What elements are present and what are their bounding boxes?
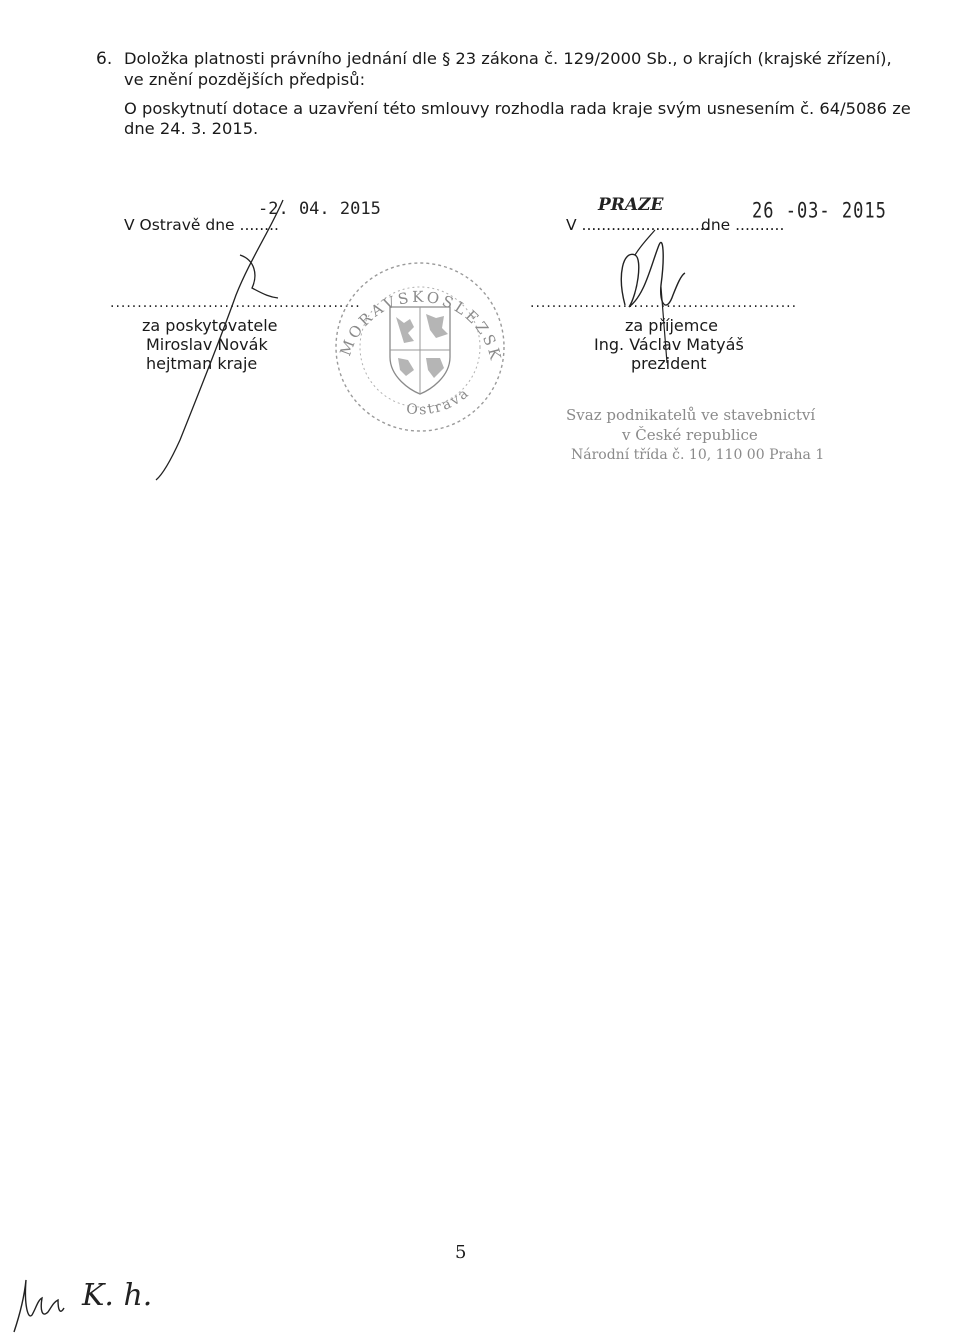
left-signature-scribble <box>140 200 280 480</box>
round-seal-icon <box>322 248 510 442</box>
right-date-stamp: 26 -03- 2015 <box>752 198 887 224</box>
right-signature-scribble <box>615 225 695 365</box>
initials-scribble <box>8 1270 68 1340</box>
clause-number: 6. <box>96 49 113 69</box>
left-signature-line: .............................................. <box>110 295 361 311</box>
page-number: 5 <box>455 1242 467 1263</box>
clause-heading-line2: ve znění pozdějších předpisů: <box>124 70 366 89</box>
svg-text:Ostrava <box>405 385 473 419</box>
right-handwritten-place: PRAZE <box>598 195 664 215</box>
clause-paragraph-line2: dne 24. 3. 2015. <box>124 119 259 138</box>
org-stamp-line1: Svaz podnikatelů ve stavebnictví <box>566 406 816 424</box>
org-stamp-line3: Národní třída č. 10, 110 00 Praha 1 <box>571 447 825 463</box>
right-signer-name: Ing. Václav Matyáš <box>594 335 744 354</box>
seal-top-text: MORAVSKOSLEZSKÝ KRAJ <box>322 248 506 364</box>
svg-text:MORAVSKOSLEZSKÝ KRAJ <box>322 248 505 364</box>
right-date-label: dne .......... <box>701 216 785 234</box>
right-signature-line: ................................................. <box>530 295 798 311</box>
right-place-label: V .......................... <box>566 216 710 234</box>
left-signer-title: hejtman kraje <box>146 354 258 373</box>
clause-heading-line1: Doložka platnosti právního jednání dle § 23 zákona č. 129/2000 Sb., o krajích (krajské zřízení), <box>124 49 892 68</box>
left-signer-role: za poskytovatele <box>142 316 278 335</box>
left-place-date-label: V Ostravě dne ........ <box>124 216 279 234</box>
right-signer-title: prezident <box>631 354 707 373</box>
left-handwritten-date: -2. 04. 2015 <box>258 199 381 219</box>
left-signer-name: Miroslav Novák <box>146 335 268 354</box>
clause-paragraph-line1: O poskytnutí dotace a uzavření této smlouvy rozhodla rada kraje svým usnesením č. 64/5086 ze <box>124 99 911 118</box>
org-stamp-line2: v České republice <box>622 426 758 444</box>
initials-text: K. h. <box>82 1278 153 1313</box>
seal-bottom-text: Ostrava <box>405 384 474 419</box>
right-signer-role: za příjemce <box>625 316 718 335</box>
